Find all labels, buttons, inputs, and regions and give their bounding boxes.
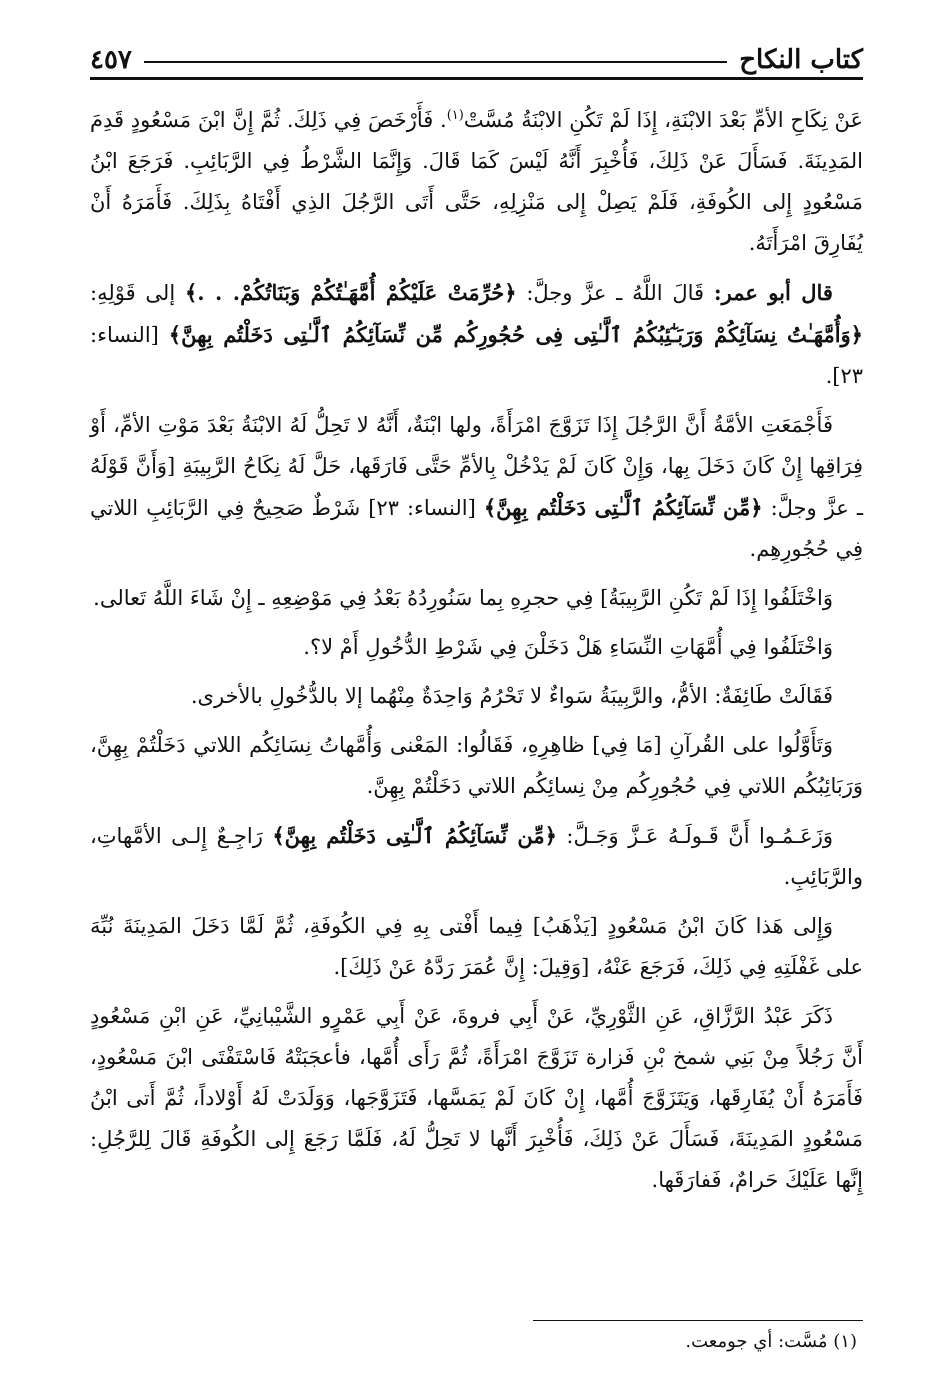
paragraph-text: ذَكَرَ عَبْدُ الرَّزَّاقِ، عَنِ الثَّوْرِيِّ، عَنْ أَبِي فروةَ، عَنْ أَبِي عَمْرٍو الشَّيْبانِيِّ، عَنِ ابْنِ مَسْعُودٍ أَنَّ رَجُلاً مِنْ بَنِي شمخ بْنِ فَزارة تَزَوَّجَ امْرَأَةً، ثُمَّ رَأَى أُمَّها، فأعجَبَتْهُ فَاسْتَفْتَى ابْنَ مَسْعُودٍ، فَأَمَرَهُ أَنْ يُفَارِقَها، وَيَتَزَوَّجَ أُمَّها، إِنْ كَانَ لَمْ يَمَسَّها، فَتَزَوَّجَها، وَوَلَدَتْ لَهُ أَوْلاداً، ثُمَّ أَتى ابْنُ مَسْعُودٍ المَدِينَةَ، فَسَأَلَ عَنْ ذَلِكَ، فَأُخْبِرَ أَنَّها لا تَحِلُّ لَهُ، فَلَمَّا رَجَعَ إِلى الكُوفَةِ قَالَ لِلرَّجُلِ: إِنَّها عَلَيْكَ حَرامٌ، فَفارَقَها.: [90, 1004, 863, 1192]
paragraph-6: [90, 676, 863, 717]
paragraph-text: [النساء: ٢٣] شَرْطٌ صَحِيحٌ فِي الرَّبَائِبِ اللاتي فِي حُجُورِهِم.: [90, 496, 863, 561]
body-text: [90, 100, 863, 1201]
paragraph-text: عَنْ نِكَاحِ الأمِّ بَعْدَ الابْنَةِ، إِذَا لَمْ تَكُنِ الابْنَةُ مُسَّتْ: [463, 108, 863, 132]
paragraph-text: [النساء: ٢٣].: [90, 323, 863, 388]
paragraph-10: [90, 996, 863, 1201]
paragraph-text: فَأَجْمَعَتِ الأمَّةُ أَنَّ الرَّجُلَ إِذَا تَزَوَّجَ امْرَأَةً، ولها ابْنَةٌ، أَنَّهُ لا تَحِلُّ لَهُ الابْنَةُ بَعْدَ مَوْتِ الأمِّ، أَوْ فِرَاقِها إِنْ كَانَ دَخَلَ بِها، وَإِنْ كَانَ لَمْ يَدْخُلْ بِالأمِّ حَتَّى فَارَقَها، حَلَّ لَهُ نِكَاحُ الرَّبِيبَةِ [وَأَنَّ قَوْلَهُ ـ عزَّ وجلَّ:: [90, 413, 863, 520]
paragraph-5: [90, 627, 863, 668]
paragraph-7: [90, 725, 863, 807]
running-header: [90, 38, 863, 80]
header-rule: [144, 61, 727, 63]
paragraph-9: [90, 906, 863, 988]
paragraph-text: رَاجِـعٌ إِلـى الأمَّهاتِ، والرَّبَائِبِ.: [90, 824, 863, 889]
paragraph-2: [90, 272, 863, 397]
footnote-marker: (١): [833, 1331, 857, 1352]
paragraph-text: وَتَأَوَّلُوا على القُرآنِ [مَا فِي] ظاهِرِهِ، فَقَالُوا: المَعْنى وَأُمَّهاتُ نِسَائِكُم اللاتي دَخَلْتُمْ بِهِنَّ، وَرَبَائِبُكُم اللاتي فِي حُجُورِكُم مِنْ نِسائِكُم اللاتي دَخَلْتُمْ بِهِنَّ.: [90, 733, 863, 798]
footnote-separator: [533, 1320, 863, 1321]
speaker-label: قال أبو عمر:: [713, 280, 833, 305]
paragraph-text: إلى قَوْلِهِ:: [90, 281, 185, 305]
paragraph-3: [90, 405, 863, 570]
quran-verse: ﴿مِّن نِّسَآئِكُمُ ٱلَّـٰتِى دَخَلْتُم بِهِنَّ﴾: [483, 495, 763, 520]
paragraph-4: [90, 578, 863, 619]
quran-verse: ﴿مِّن نِّسَآئِكُمُ ٱلَّـٰتِى دَخَلْتُم بِهِنَّ﴾: [272, 823, 557, 848]
paragraph-text: فَقَالَتْ طَائِفَةٌ: الأمُّ، والرَّبِيبَةُ سَواءٌ لا تَحْرُمُ وَاحِدَةٌ مِنْهُما إلا بالدُّخُولِ بالأخرى.: [190, 684, 833, 708]
paragraph-text: وَإِلى هَذا كَانَ ابْنُ مَسْعُودٍ [يَذْهَبُ] فِيما أَفْتى بِهِ فِي الكُوفَةِ، ثُمَّ لَمَّا دَخَلَ المَدِينَةَ نُبِّهَ على غَفْلَتِهِ فِي ذَلِكَ، فَرَجَعَ عَنْهُ، [وَقِيلَ: إِنَّ عُمَرَ رَدَّهُ عَنْ ذَلِكَ].: [90, 914, 863, 979]
paragraph-text: وَزَعَـمُـوا أَنَّ قَـولَـهُ عَـزَّ وَجَـلَّ:: [556, 824, 833, 848]
footnote: [685, 1330, 857, 1354]
quran-verse: ﴿وَأُمَّهَـٰتُ نِسَآئِكُمْ وَرَبَـٰٓئِبُكُمُ ٱلَّـٰتِى فِى حُجُورِكُم مِّن نِّسَآئِكُمُ ٱلَّـٰتِى دَخَلْتُم بِهِنَّ﴾: [168, 322, 863, 347]
footnote-reference: (١): [446, 108, 464, 123]
paragraph-text: . فَأَرْخَصَ فِي ذَلِكَ. ثُمَّ إِنَّ ابْنَ مَسْعُودٍ قَدِمَ المَدِينَةَ. فَسَأَلَ عَنْ ذَلِكَ، فَأُخْبِرَ أَنَّهُ لَيْسَ كَمَا قَالَ. وَإِنَّمَا الشَّرْطُ فِي الرَّبَائِبِ. فَرَجَعَ ابْنُ مَسْعُودٍ إِلى الكُوفَةِ، فَلَمْ يَصِلْ إِلى مَنْزِلِهِ، حَتَّى أَتَى الرَّجُلَ الذِي أَفْتَاهُ بِذَلِكَ. فَأَمَرَهُ أَنْ يُفَارِقَ امْرَأَتَهُ.: [90, 108, 863, 255]
book-title: كتاب النكاح: [739, 45, 863, 75]
page-number: ٤٥٧: [90, 45, 132, 75]
paragraph-text: قَالَ اللَّهُ ـ عزَّ وجلَّ:: [516, 281, 714, 305]
paragraph-8: [90, 815, 863, 898]
quran-verse: ﴿حُرِّمَتْ عَلَيْكُمْ أُمَّهَـٰتُكُمْ وَبَنَاتُكُمْ. . .﴾: [184, 280, 517, 305]
paragraph-1: [90, 100, 863, 264]
paragraph-text: وَاخْتَلَفُوا إِذَا لَمْ تَكُنِ الرَّبِيبَةُ] فِي حجرِهِ بِما سَنُورِدُهُ بَعْدُ فِي مَوْضِعِهِ ـ إِنْ شَاءَ اللَّهُ تَعالى.: [93, 586, 833, 610]
paragraph-text: وَاخْتَلَفُوا فِي أُمَّهَاتِ النِّسَاءِ هَلْ دَخَلْنَ فِي شَرْطِ الدُّخُولِ أَمْ لا؟.: [303, 635, 833, 659]
footnote-text: مُسَّت: أي جومعت.: [685, 1331, 828, 1352]
